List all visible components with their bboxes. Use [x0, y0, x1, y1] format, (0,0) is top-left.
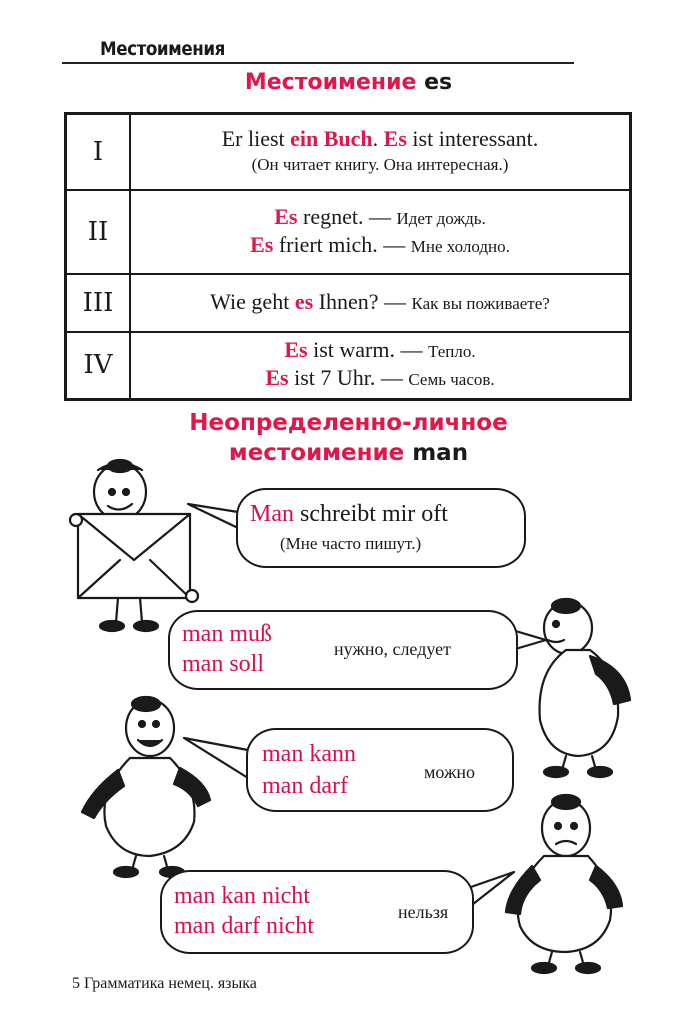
speech-bubble-2 — [168, 610, 518, 690]
line-text: friert mich. — — [273, 231, 411, 257]
translation-text: Мне холодно. — [410, 236, 510, 256]
page-footer: 5 Грамматика немец. языка — [72, 975, 257, 992]
row-number: III — [66, 274, 131, 332]
highlight-text: Es — [265, 365, 289, 391]
section-header: Местоимения — [100, 38, 225, 60]
line-text: Wie geht — [210, 288, 295, 314]
speech-bubble-1 — [236, 488, 526, 568]
row-number: II — [66, 190, 131, 274]
highlight-text: Es — [250, 231, 274, 257]
translation-text: Как вы поживаете? — [411, 293, 550, 313]
translation-text: Идет дождь. — [396, 208, 486, 228]
bubble-2-line1: man muß — [182, 621, 272, 647]
bubble-3-line2: man darf — [262, 773, 348, 799]
bubble-4-meaning: нельзя — [398, 902, 449, 922]
title-man-word: man — [412, 440, 469, 466]
bubble-1-pink: Man — [250, 501, 294, 527]
title-es-prefix: Местоимение — [244, 70, 417, 95]
figure-left-2-illustration — [82, 697, 210, 877]
highlight-text: es — [294, 288, 314, 314]
highlight-text: Es — [383, 125, 407, 151]
bubble-3-meaning: можно — [424, 762, 476, 782]
row-translation: (Он читает книгу. Она интересная.) — [251, 154, 509, 174]
line-text: ist interessant. — [406, 125, 539, 151]
bubble-2-line2: man soll — [182, 651, 264, 677]
speech-bubble-4 — [160, 870, 474, 954]
bubble-1-text: schreibt mir oft — [294, 501, 448, 527]
line-text: Er liest — [221, 125, 291, 151]
highlight-text: ein Buch — [290, 125, 373, 151]
translation-text: Семь часов. — [408, 370, 495, 390]
figure-envelope-man-illustration — [70, 460, 198, 631]
title-man-line2: местоимение — [228, 440, 405, 466]
bubble-1-translation: (Мне часто пишут.) — [280, 534, 422, 553]
title-man-line1: Неопределенно-личное — [189, 410, 508, 436]
title-es-word: es — [424, 70, 453, 95]
line-text: Ihnen? — — [313, 288, 412, 314]
bubble-2-meaning: нужно, следует — [334, 639, 451, 659]
figure-right-2-illustration — [506, 795, 622, 973]
row-number: I — [66, 114, 131, 190]
bubble-4-line2: man darf nicht — [174, 913, 314, 939]
bubble-4-line1: man kan nicht — [174, 883, 310, 909]
translation-text: Тепло. — [428, 342, 476, 362]
row-number: IV — [66, 332, 131, 400]
figure-right-1-illustration — [540, 599, 630, 777]
line-text: . — [372, 125, 384, 151]
highlight-text: Es — [284, 337, 308, 363]
speech-bubble-3 — [246, 728, 514, 812]
line-text: regnet. — — [297, 203, 397, 229]
line-text: ist 7 Uhr. — — [288, 365, 409, 391]
highlight-text: Es — [274, 203, 298, 229]
bubble-3-line1: man kann — [262, 741, 356, 767]
line-text: ist warm. — — [307, 337, 428, 363]
